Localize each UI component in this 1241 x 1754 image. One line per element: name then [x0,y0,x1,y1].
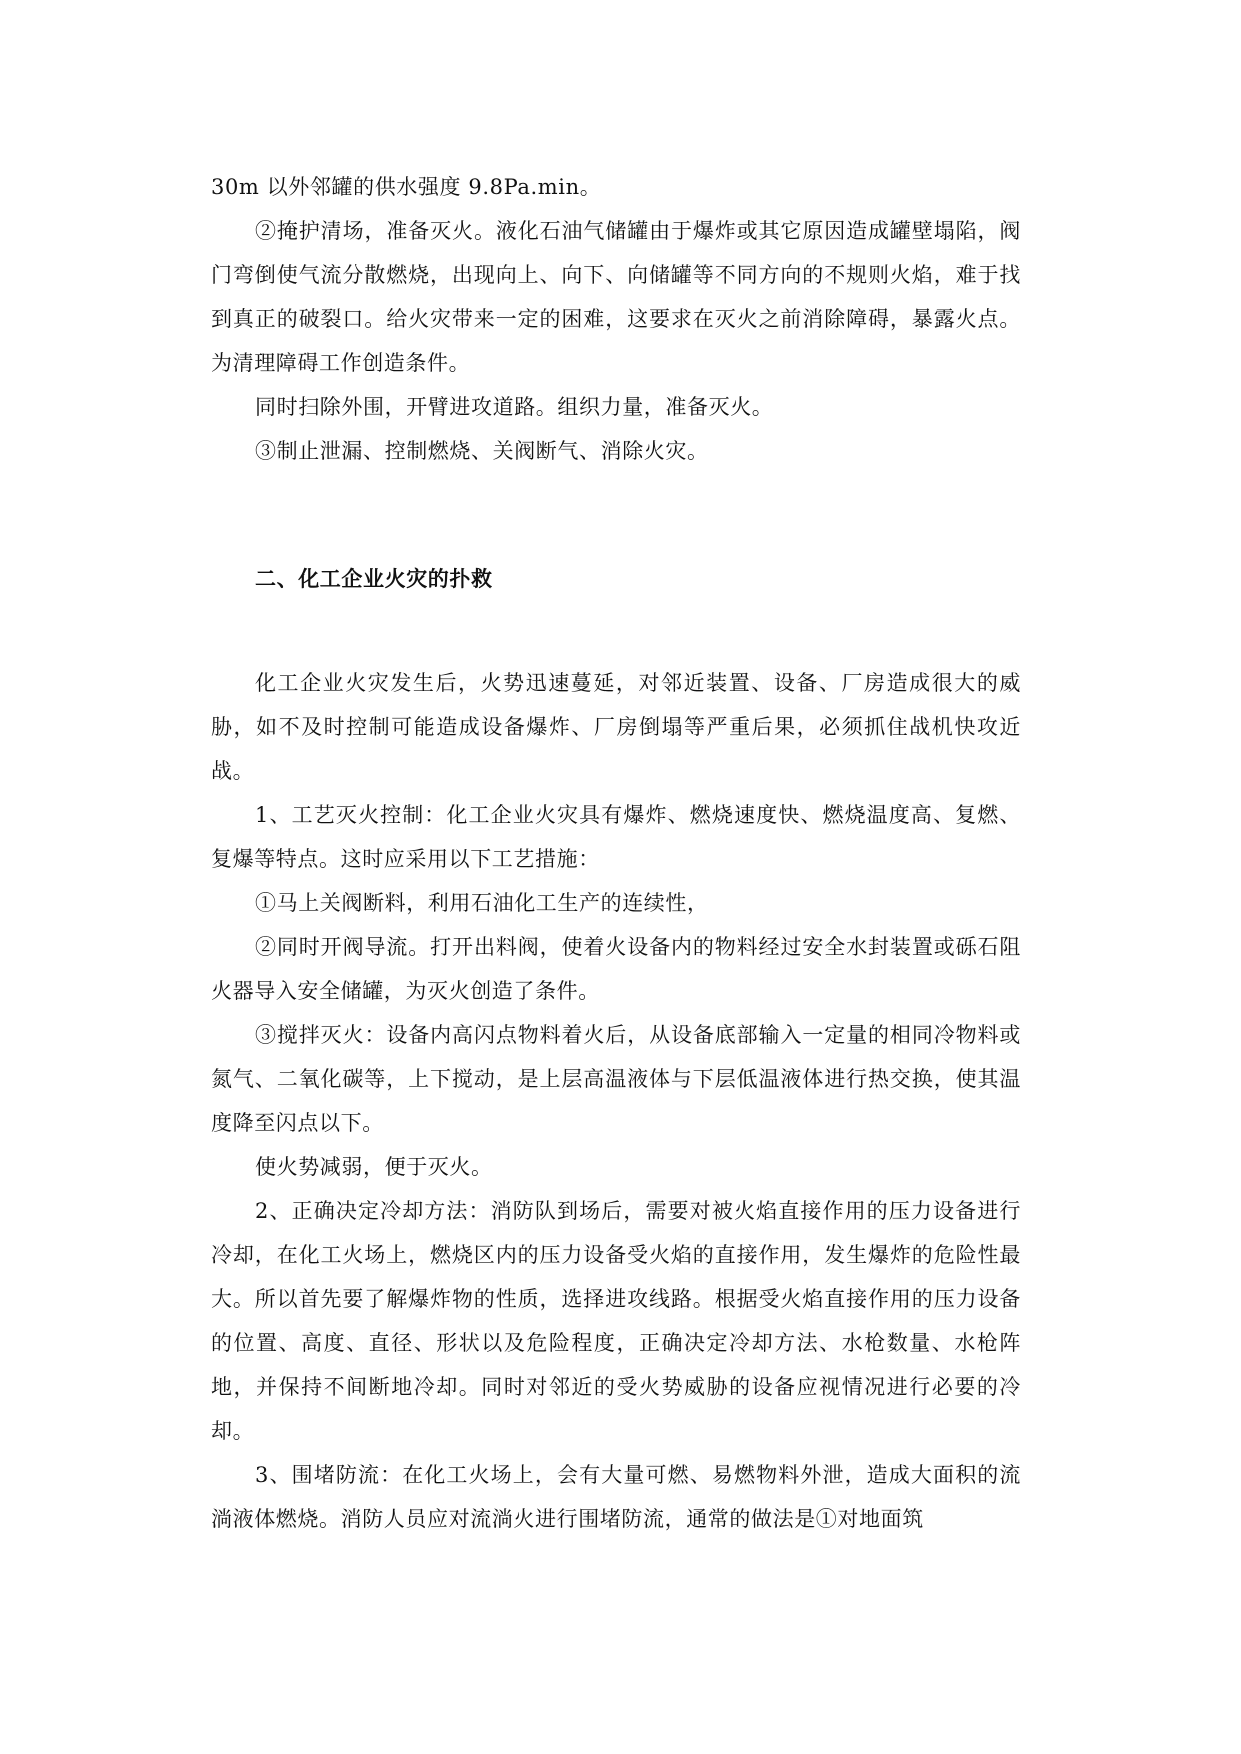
paragraph-stirring-extinguish: ③搅拌灭火：设备内高闪点物料着火后，从设备底部输入一定量的相同冷物料或氮气、二氧化碳等，上下搅动，是上层高温液体与下层低温液体进行热交换，使其温度降至闪点以下。 [211,1023,1021,1135]
paragraph-supply-intensity: 30m 以外邻罐的供水强度 9.8Pa.min。 [211,175,602,199]
spacer [211,473,1021,557]
section-heading: 二、化工企业火灾的扑救 [255,567,493,591]
paragraph-chemical-fire-intro: 化工企业火灾发生后，火势迅速蔓延，对邻近装置、设备、厂房造成很大的威胁，如不及时控制可能造成设备爆炸、厂房倒塌等严重后果，必须抓住战机快攻近战。 [211,671,1021,783]
spacer [211,601,1021,661]
paragraph-process-control: 1、工艺灭火控制：化工企业火灾具有爆炸、燃烧速度快、燃烧温度高、复燃、复爆等特点。这时应采用以下工艺措施： [211,803,1021,871]
paragraph-cooling-method: 2、正确决定冷却方法：消防队到场后，需要对被火焰直接作用的压力设备进行冷却，在化工火场上，燃烧区内的压力设备受火焰的直接作用，发生爆炸的危险性最大。所以首先要了解爆炸物的性质，选择进攻线路。根据受火焰直接作用的压力设备的位置、高度、直径、形状以及危险程度，正确决定冷却方法、水枪数量、水枪阵地，并保持不间断地冷却。同时对邻近的受火势威胁的设备应视情况进行必要的冷却。 [211,1199,1021,1443]
document-body [211,165,1021,1541]
paragraph-clear-perimeter: 同时扫除外围，开臂进攻道路。组织力量，准备灭火。 [255,395,774,419]
paragraph-cover-clearing: ②掩护清场，准备灭火。液化石油气储罐由于爆炸或其它原因造成罐壁塌陷，阀门弯倒使气流分散燃烧，出现向上、向下、向储罐等不同方向的不规则火焰，难于找到真正的破裂口。给火灾带来一定的困难，这要求在灭火之前消除障碍，暴露火点。为清理障碍工作创造条件。 [211,219,1021,375]
paragraph-open-valve-diversion: ②同时开阀导流。打开出料阀，使着火设备内的物料经过安全水封装置或砾石阻火器导入安全储罐，为灭火创造了条件。 [211,935,1021,1003]
paragraph-stop-leakage: ③制止泄漏、控制燃烧、关阀断气、消除火灾。 [255,439,709,463]
paragraph-close-valve: ①马上关阀断料，利用石油化工生产的连续性， [255,891,709,915]
paragraph-weaken-fire: 使火势减弱，便于灭火。 [255,1155,493,1179]
paragraph-contain-flow: 3、围堵防流：在化工火场上，会有大量可燃、易燃物料外泄，造成大面积的流淌液体燃烧。消防人员应对流淌火进行围堵防流，通常的做法是①对地面筑 [211,1463,1021,1531]
